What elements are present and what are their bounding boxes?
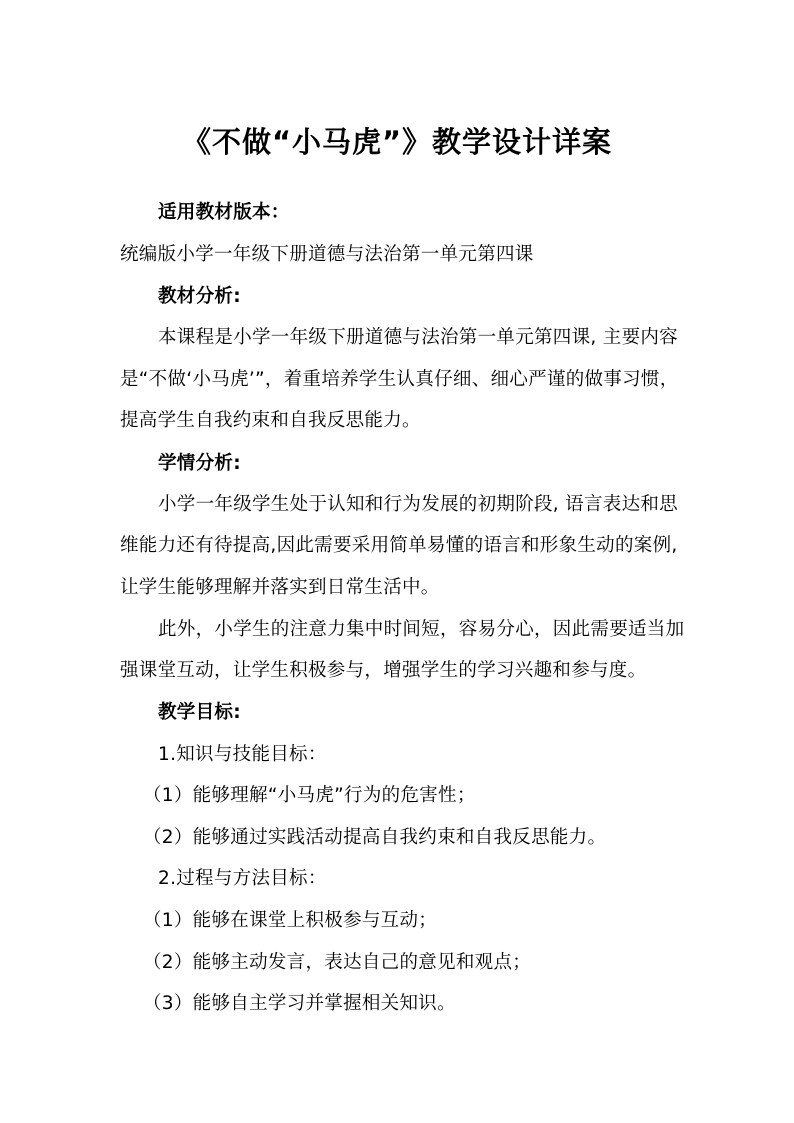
- section-heading-student-analysis: 学情分析:: [158, 453, 241, 474]
- goal-heading-process-method: 2.过程与方法目标：: [158, 868, 327, 889]
- goal-item: （3）能够自主学习并掌握相关知识。: [143, 993, 456, 1014]
- paragraph-line: 提高学生自我约束和自我反思能力。: [120, 410, 421, 431]
- goal-item: （1）能够在课堂上积极参与互动；: [143, 910, 438, 931]
- paragraph-line: 让学生能够理解并落实到日常生活中。: [120, 577, 440, 598]
- document-title: 《不做“小马虎”》教学设计详案: [181, 125, 613, 159]
- paragraph-line: 小学一年级学生处于认知和行为发展的初期阶段, 语言表达和思: [158, 494, 678, 515]
- section-heading-teaching-goals: 教学目标:: [158, 702, 241, 723]
- paragraph-line: 此外，小学生的注意力集中时间短，容易分心，因此需要适当加: [158, 619, 685, 640]
- goal-item: （2）能够通过实践活动提高自我约束和自我反思能力。: [143, 827, 607, 848]
- section-heading-textbook-version: 适用教材版本：: [158, 202, 290, 223]
- paragraph-line: 强课堂互动，让学生积极参与，增强学生的学习兴趣和参与度。: [120, 660, 647, 681]
- goal-heading-knowledge-skills: 1.知识与技能目标：: [158, 744, 327, 765]
- paragraph-line: 统编版小学一年级下册道德与法治第一单元第四课: [120, 244, 534, 265]
- section-heading-textbook-analysis: 教材分析:: [158, 286, 241, 307]
- paragraph-line: 是“不做‘小马虎’”，着重培养学生认真仔细、细心严谨的做事习惯，: [120, 369, 679, 390]
- goal-item: （1）能够理解“小马虎”行为的危害性；: [143, 785, 476, 806]
- paragraph-line: 维能力还有待提高,因此需要采用简单易懂的语言和形象生动的案例,: [120, 535, 678, 556]
- paragraph-line: 本课程是小学一年级下册道德与法治第一单元第四课, 主要内容: [158, 327, 678, 348]
- goal-item: （2）能够主动发言，表达自己的意见和观点；: [143, 952, 532, 973]
